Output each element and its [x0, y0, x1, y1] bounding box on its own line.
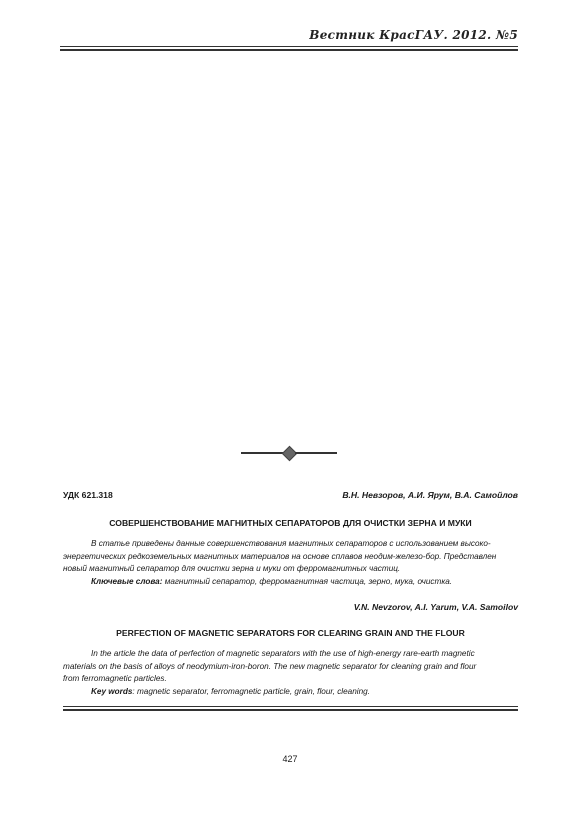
keywords-text: магнитный сепаратор, ферромагнитная частица, зерно, мука, очистка.	[162, 576, 453, 586]
udc-code: УДК 621.318	[63, 490, 113, 500]
header-rule-thick	[60, 49, 518, 51]
ornament-line-left	[241, 452, 283, 454]
abstract-russian	[63, 538, 518, 588]
abstract-line: materials on the basis of alloys of neodymium-iron-boron. The new magnetic separator for cleaning grain and flour	[63, 661, 477, 671]
abstract-line: from ferromagnetic particles.	[63, 674, 167, 684]
authors-russian: В.Н. Невзоров, А.И. Ярум, В.А. Самойлов	[342, 490, 518, 500]
header-rule-thin	[60, 46, 518, 47]
ornament-line-right	[295, 452, 337, 454]
section-ornament	[241, 446, 337, 460]
footer-rule-thick	[63, 709, 518, 711]
footer-rule-thin	[63, 706, 518, 707]
keywords-line	[63, 576, 518, 589]
keywords-label: Key words	[91, 686, 133, 696]
authors-english: V.N. Nevzorov, A.I. Yarum, V.A. Samoilov	[353, 602, 518, 612]
abstract-line: В статье приведены данные совершенствования магнитных сепараторов с использованием высоко-	[91, 539, 491, 548]
abstract-line: новый магнитный сепаратор для очистки зерна и муки от ферромагнитных частиц.	[63, 564, 401, 574]
abstract-line: энергетических редкоземельных магнитных материалов на основе сплавов неодим-железо-бор. Представлен	[63, 551, 497, 561]
keywords-label: Ключевые слова:	[91, 576, 163, 586]
abstract-english	[63, 648, 518, 698]
article-title-english: PERFECTION OF MAGNETIC SEPARATORS FOR CLEARING GRAIN AND THE FLOUR	[116, 628, 465, 638]
keywords-line	[63, 686, 518, 699]
abstract-line: In the article the data of perfection of magnetic separators with the use of high-energy rare-earth magnetic	[91, 649, 475, 658]
journal-running-head: Вестник КрасГАУ. 2012. №5	[309, 28, 518, 42]
keywords-text: : magnetic separator, ferromagnetic particle, grain, flour, cleaning.	[132, 686, 370, 696]
article-title-russian: СОВЕРШЕНСТВОВАНИЕ МАГНИТНЫХ СЕПАРАТОРОВ ДЛЯ ОЧИСТКИ ЗЕРНА И МУКИ	[109, 518, 472, 528]
page-number: 427	[282, 754, 298, 764]
